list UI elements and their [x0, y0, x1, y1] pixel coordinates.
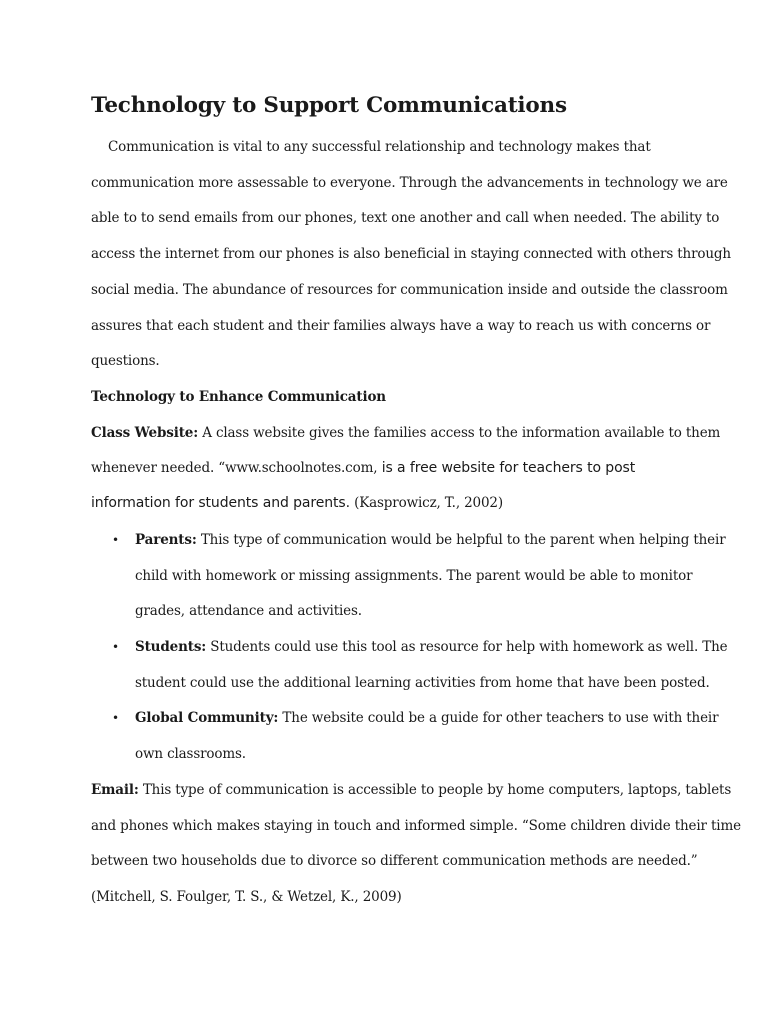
- class-website-text: whenever needed. “www.schoolnotes.com,: [91, 460, 378, 476]
- bullet-line: [135, 532, 726, 548]
- email-text: This type of communication is accessible to people by home computers, laptops, tablets: [138, 782, 732, 798]
- class-website-line: [91, 495, 503, 511]
- intro-line: social media. The abundance of resources for communication inside and outside the classroom: [91, 282, 728, 298]
- intro-line: questions.: [91, 353, 160, 369]
- class-website-line: [91, 460, 635, 476]
- bullet-line: own classrooms.: [135, 746, 246, 762]
- bullet-line: [135, 639, 727, 655]
- bullet-text: The website could be a guide for other teachers to use with their: [278, 710, 719, 726]
- email-label: Email:: [91, 782, 139, 798]
- bullet-label: Students:: [135, 639, 207, 655]
- citation: (Mitchell, S. Foulger, T. S., & Wetzel, K., 2009): [91, 889, 402, 905]
- intro-line: Communication is vital to any successful relationship and technology makes that: [108, 139, 651, 155]
- intro-line: able to to send emails from our phones, text one another and call when needed. The ability to: [91, 210, 720, 226]
- email-line: and phones which makes staying in touch and informed simple. “Some children divide their time: [91, 818, 741, 834]
- section-subheading: Technology to Enhance Communication: [91, 389, 386, 405]
- bullet-line: child with homework or missing assignments. The parent would be able to monitor: [135, 568, 693, 584]
- citation: (Kasprowicz, T., 2002): [349, 495, 503, 511]
- bullet-text: Students could use this tool as resource for help with homework as well. The: [206, 639, 728, 655]
- bullet-text: This type of communication would be helpful to the parent when helping their: [196, 532, 726, 548]
- bullet-icon: •: [112, 533, 119, 547]
- email-line: between two households due to divorce so different communication methods are needed.”: [91, 853, 698, 869]
- class-website-text: information for students and parents.: [91, 495, 350, 511]
- class-website-text: is a free website for teachers to post: [377, 460, 636, 476]
- class-website-line: [91, 425, 720, 441]
- page-title: Technology to Support Communications: [91, 93, 567, 118]
- intro-line: assures that each student and their families always have a way to reach us with concerns or: [91, 318, 711, 334]
- intro-line: communication more assessable to everyone. Through the advancements in technology we are: [91, 175, 728, 191]
- class-website-label: Class Website:: [91, 425, 199, 441]
- bullet-line: [135, 710, 718, 726]
- bullet-label: Parents:: [135, 532, 197, 548]
- bullet-line: student could use the additional learning activities from home that have been posted.: [135, 675, 710, 691]
- bullet-label: Global Community:: [135, 710, 279, 726]
- intro-line: access the internet from our phones is also beneficial in staying connected with others through: [91, 246, 731, 262]
- email-line: [91, 782, 731, 798]
- bullet-line: grades, attendance and activities.: [135, 603, 362, 619]
- class-website-text: A class website gives the families access to the information available to them: [198, 425, 721, 441]
- bullet-icon: •: [112, 711, 119, 725]
- bullet-icon: •: [112, 640, 119, 654]
